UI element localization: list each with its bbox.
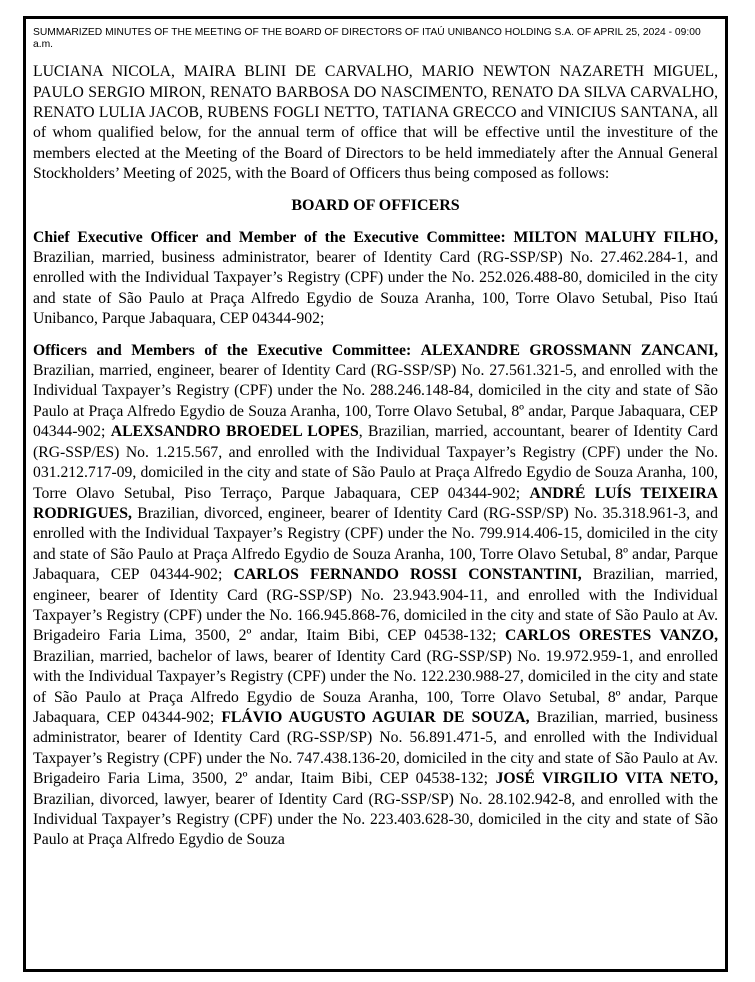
ceo-role: Chief Executive Officer and Member of the Executive Committee:	[33, 228, 506, 246]
officers-paragraph	[33, 341, 718, 851]
officer-details: Brazilian, divorced, lawyer, bearer of Identity Card (RG-SSP/SP) No. 28.102.942-8, and enrolled with the Individual Taxpayer’s Registry (CPF) under the No. 223.403.628-30, domiciled in the city and state of São Paulo at Praça Alfredo Egydio de Souza	[33, 790, 718, 849]
officer-details: Brazilian, divorced, engineer, bearer of Identity Card (RG-SSP/SP) No. 35.318.961-3, and enrolled with the Individual Taxpayer’s Registry (CPF) under the No. 799.914.406-15, domiciled in the city and state of São Paulo at Praça Alfredo Egydio de Souza Aranha, 100, Torre Olavo Setubal, 8º andar, Parque Jabaquara, CEP 04344-902;	[33, 504, 718, 584]
ceo-name: MILTON MALUHY FILHO,	[513, 228, 719, 246]
officer-details: Brazilian, married, engineer, bearer of Identity Card (RG-SSP/SP) No. 23.943.904-11, and enrolled with the Individual Taxpayer’s Registry (CPF) under the No. 166.945.868-76, domiciled in the city and state of São Paulo at Av. Brigadeiro Faria Lima, 3500, 2º andar, Itaim Bibi, CEP 04538-132;	[33, 566, 719, 645]
officer-name: FLÁVIO AUGUSTO AGUIAR DE SOUZA,	[221, 708, 530, 726]
intro-paragraph: LUCIANA NICOLA, MAIRA BLINI DE CARVALHO, MARIO NEWTON NAZARETH MIGUEL, PAULO SERGIO MIRON, RENATO BARBOSA DO NASCIMENTO, RENATO DA SILVA CARVALHO, RENATO LULIA JACOB, RUBENS FOGLI NETTO, TATIANA GRECCO and VINICIUS SANTANA, all of whom qualified below, for the annual term of office that will be effective until the investiture of the members elected at the Meeting of the Board of Directors to be held immediately after the Annual General Stockholders’ Meeting of 2025, with the Board of Officers thus being composed as follows:	[33, 63, 718, 183]
officer-details: Brazilian, married, business administrator, bearer of Identity Card (RG-SSP/SP) No. 56.891.471-5, and enrolled with the Individual Taxpayer’s Registry (CPF) under the No. 747.438.136-20, domiciled in the city and state of São Paulo at Av. Brigadeiro Faria Lima, 3500, 2º andar, Itaim Bibi, CEP 04538-132;	[33, 708, 719, 788]
officers-role: Officers and Members of the Executive Committee:	[33, 341, 412, 359]
officer-name: CARLOS ORESTES VANZO,	[505, 627, 719, 645]
officer-details: , Brazilian, married, accountant, bearer of Identity Card (RG-SSP/ES) No. 1.215.567, and enrolled with the Individual Taxpayer’s Registry (CPF) under the No. 031.212.717-09, domiciled in the city and state of São Paulo at Praça Alfredo Egydio de Souza Aranha, 100, Torre Olavo Setubal, Piso Terraço, Parque Jabaquara, CEP 04344-902;	[33, 423, 718, 502]
section-title: BOARD OF OFFICERS	[291, 196, 460, 214]
officer-name: JOSÉ VIRGILIO VITA NETO,	[495, 770, 719, 788]
officer-details: Brazilian, married, engineer, bearer of Identity Card (RG-SSP/SP) No. 27.561.321-5, and enrolled with the Individual Taxpayer’s Registry (CPF) under the No. 288.246.148-84, domiciled in the city and state of São Paulo at Praça Alfredo Egydio de Souza Aranha, 100, Torre Olavo Setubal, 8º andar, Parque Jabaquara, CEP 04344-902;	[33, 362, 718, 441]
officer-details: Brazilian, married, bachelor of laws, bearer of Identity Card (RG-SSP/SP) No. 19.972.959-1, and enrolled with the Individual Taxpayer’s Registry (CPF) under the No. 122.230.988-27, domiciled in the city and state of São Paulo at Praça Alfredo Egydio de Souza Aranha, 100, Torre Olavo Setubal, 8º andar, Parque Jabaquara, CEP 04344-902;	[33, 647, 718, 726]
officer-name: ALEXSANDRO BROEDEL LOPES	[110, 423, 359, 441]
document-frame	[23, 16, 728, 972]
ceo-paragraph	[33, 228, 718, 330]
officer-name: ALEXANDRE GROSSMANN ZANCANI,	[420, 341, 718, 359]
officer-name: CARLOS FERNANDO ROSSI CONSTANTINI,	[233, 566, 582, 584]
officer-name: ANDRÉ LUÍS TEIXEIRA RODRIGUES,	[33, 484, 719, 522]
document-header: SUMMARIZED MINUTES OF THE MEETING OF THE BOARD OF DIRECTORS OF ITAÚ UNIBANCO HOLDING S.A. OF APRIL 25, 2024 - 09:00 a.m.	[33, 27, 701, 50]
ceo-details: Brazilian, married, business administrator, bearer of Identity Card (RG-SSP/SP) No. 27.462.284-1, and enrolled with the Individual Taxpayer’s Registry (CPF) under the No. 252.026.488-80, domiciled in the city and state of São Paulo at Praça Alfredo Egydio de Souza Aranha, 100, Torre Olavo Setubal, Piso Itaú Unibanco, Parque Jabaquara, CEP 04344-902;	[33, 249, 718, 328]
